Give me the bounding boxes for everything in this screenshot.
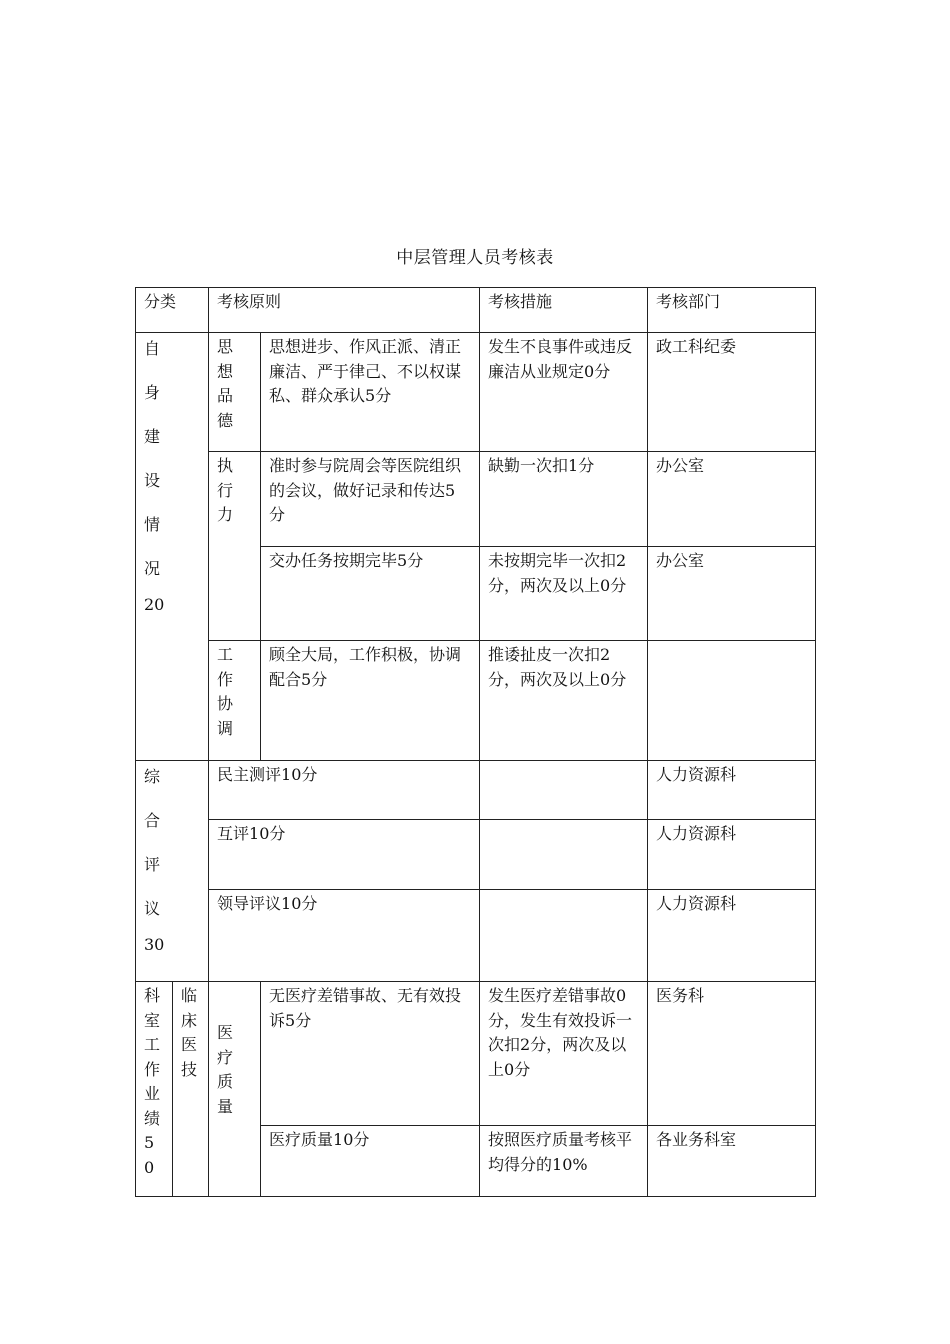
department-cell: 人力资源科 (648, 761, 816, 820)
principle-cell: 顾全大局，工作积极，协调配合5分 (261, 641, 480, 761)
document-title: 中层管理人员考核表 (396, 248, 554, 268)
category-label: 综合评议 (144, 767, 161, 918)
department-cell: 医务科 (648, 982, 816, 1126)
principle-cell: 医疗质量10分 (261, 1126, 480, 1197)
measure-cell (480, 761, 648, 820)
table-row (136, 761, 816, 820)
principle-cell: 民主测评10分 (209, 761, 480, 820)
category-label: 科室工作业绩 (144, 986, 161, 1128)
measure-cell (480, 820, 648, 890)
category-score: 20 (144, 595, 165, 614)
department-cell: 人力资源科 (648, 890, 816, 982)
table-row (136, 452, 816, 547)
category-label: 自身建设情况 (144, 339, 161, 578)
header-department: 考核部门 (648, 288, 816, 333)
measure-cell: 未按期完毕一次扣2分，两次及以上0分 (480, 547, 648, 641)
subcategory-cell-medical-quality: 医疗质量 (209, 982, 261, 1197)
measure-cell: 发生医疗差错事故0分，发生有效投诉一次扣2分，两次及以上0分 (480, 982, 648, 1126)
table-row (136, 982, 816, 1126)
principle-cell: 无医疗差错事故、无有效投诉5分 (261, 982, 480, 1126)
department-cell: 人力资源科 (648, 820, 816, 890)
measure-cell: 推诿扯皮一次扣2分，两次及以上0分 (480, 641, 648, 761)
measure-cell: 发生不良事件或违反廉洁从业规定0分 (480, 333, 648, 452)
table-row (136, 820, 816, 890)
department-cell (648, 641, 816, 761)
subcategory-cell: 工作协调 (209, 641, 261, 761)
principle-cell: 思想进步、作风正派、清正廉洁、严于律己、不以权谋私、群众承认5分 (261, 333, 480, 452)
table-header-row (136, 288, 816, 333)
table-row (136, 890, 816, 982)
header-measure: 考核措施 (480, 288, 648, 333)
header-principle: 考核原则 (209, 288, 480, 333)
category-cell-department-performance (136, 982, 173, 1197)
measure-cell (480, 890, 648, 982)
measure-cell: 缺勤一次扣1分 (480, 452, 648, 547)
category-score: 50 (144, 1133, 155, 1177)
principle-cell: 准时参与院周会等医院组织的会议，做好记录和传达5分 (261, 452, 480, 547)
principle-cell: 互评10分 (209, 820, 480, 890)
department-cell: 各业务科室 (648, 1126, 816, 1197)
department-cell: 政工科纪委 (648, 333, 816, 452)
assessment-table (135, 287, 816, 1197)
category-score: 30 (144, 935, 165, 954)
table-row (136, 333, 816, 452)
category-cell-self-building (136, 333, 209, 761)
category-cell-comprehensive-review (136, 761, 209, 982)
department-cell: 办公室 (648, 452, 816, 547)
subcategory-cell: 执行力 (209, 452, 261, 641)
subcategory-cell-clinical: 临床医技 (173, 982, 209, 1197)
table-row (136, 641, 816, 761)
header-category: 分类 (136, 288, 209, 333)
department-cell: 办公室 (648, 547, 816, 641)
principle-cell: 领导评议10分 (209, 890, 480, 982)
measure-cell: 按照医疗质量考核平均得分的10% (480, 1126, 648, 1197)
principle-cell: 交办任务按期完毕5分 (261, 547, 480, 641)
subcategory-cell: 思想品德 (209, 333, 261, 452)
